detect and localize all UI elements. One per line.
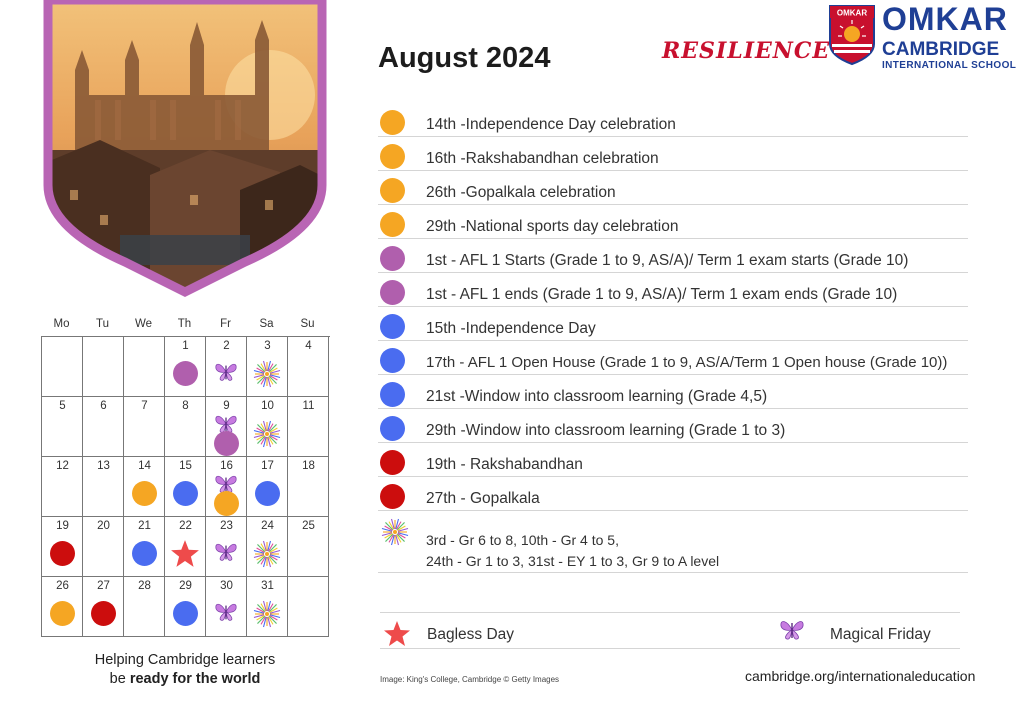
event-item [378, 174, 968, 205]
calendar-day-number: 18 [302, 460, 315, 472]
calendar-day-cell [247, 517, 288, 577]
blue-circle-icon [380, 382, 405, 407]
event-text-line2: 24th - Gr 1 to 3, 31st - EY 1 to 3, Gr 9 to A level [426, 553, 720, 569]
firework-icon [253, 600, 281, 633]
star-icon [170, 539, 200, 574]
calendar-day-cell [124, 517, 165, 577]
orange-circle-icon [132, 481, 157, 506]
tagline-bold: ready for the world [129, 671, 261, 687]
event-item [378, 480, 968, 511]
calendar-day-cell [42, 457, 83, 517]
event-text: 1st - AFL 1 Starts (Grade 1 to 9, AS/A)/ Term 1 exam starts (Grade 10) [426, 252, 909, 269]
calendar-day-number: 7 [141, 400, 148, 412]
calendar-day-cell [83, 337, 124, 397]
blue-circle-icon [380, 416, 405, 441]
event-item [378, 514, 968, 573]
event-text: 21st -Window into classroom learning (Grade 4,5) [426, 388, 768, 405]
legend [383, 620, 963, 650]
calendar-day-number: 13 [97, 460, 110, 472]
calendar-day-cell [83, 397, 124, 457]
event-item [378, 344, 968, 375]
event-item [378, 276, 968, 307]
calendar-day-number: 27 [97, 580, 110, 592]
butterfly-icon [779, 618, 805, 647]
calendar-day-number: 6 [100, 400, 107, 412]
purple-circle-icon [214, 431, 239, 456]
event-item [378, 310, 968, 341]
calendar-day-number: 1 [182, 340, 189, 352]
motto-text: RESILIENCE [662, 38, 831, 64]
orange-circle-icon [380, 178, 405, 203]
event-text: 19th - Rakshabandhan [426, 456, 583, 473]
calendar-day-cell [288, 577, 329, 637]
calendar-day-number: 16 [220, 460, 233, 472]
blue-circle-icon [173, 601, 198, 626]
calendar-day-number: 4 [305, 340, 312, 352]
calendar-day-cell [165, 337, 206, 397]
event-item [378, 412, 968, 443]
weekday-header: Sa [259, 318, 274, 330]
tagline-prefix: be [109, 671, 130, 687]
orange-circle-icon [380, 110, 405, 135]
event-text-line1: 3rd - Gr 6 to 8, 10th - Gr 4 to 5, [426, 532, 619, 548]
calendar-day-number: 24 [261, 520, 274, 532]
calendar-day-number: 8 [182, 400, 189, 412]
weekday-header: Su [300, 318, 315, 330]
tagline [40, 651, 330, 689]
calendar-grid [41, 336, 330, 637]
calendar-day-number: 5 [59, 400, 66, 412]
event-text: 27th - Gopalkala [426, 490, 540, 507]
blue-circle-icon [132, 541, 157, 566]
logo-line-omkar: OMKAR [882, 1, 1008, 37]
red-circle-icon [380, 450, 405, 475]
logo-line-cambridge: CAMBRIDGE [882, 39, 1000, 60]
kings-college-photo [40, 0, 330, 302]
calendar-day-cell [42, 337, 83, 397]
orange-circle-icon [380, 212, 405, 237]
calendar-day-cell [288, 517, 329, 577]
calendar-day-cell [165, 397, 206, 457]
calendar-day-number: 15 [179, 460, 192, 472]
magical-friday-label: Magical Friday [830, 626, 931, 643]
month-title: August 2024 [378, 42, 551, 74]
calendar-day-number: 10 [261, 400, 274, 412]
school-crest-icon [828, 4, 876, 66]
red-circle-icon [50, 541, 75, 566]
firework-icon [253, 360, 281, 393]
event-text: 26th -Gopalkala celebration [426, 184, 616, 201]
calendar-day-number: 17 [261, 460, 274, 472]
calendar-day-cell [206, 457, 247, 517]
weekday-header: Tu [96, 318, 109, 330]
calendar-day-number: 3 [264, 340, 271, 352]
calendar-day-number: 28 [138, 580, 151, 592]
butterfly-icon [214, 541, 238, 568]
calendar-day-number: 20 [97, 520, 110, 532]
divider [380, 612, 960, 613]
red-circle-icon [380, 484, 405, 509]
calendar-day-cell [247, 457, 288, 517]
tagline-line1: Helping Cambridge learners [94, 652, 276, 668]
firework-icon [253, 540, 281, 573]
calendar-day-number: 11 [302, 400, 315, 412]
firework-icon [253, 420, 281, 453]
purple-circle-icon [380, 246, 405, 271]
weekday-header: We [134, 318, 153, 330]
event-item [378, 208, 968, 239]
blue-circle-icon [380, 348, 405, 373]
orange-circle-icon [214, 491, 239, 516]
calendar-day-cell [247, 577, 288, 637]
calendar-day-number: 21 [138, 520, 151, 532]
tagline-line2 [40, 670, 330, 689]
calendar-day-cell [42, 397, 83, 457]
event-text: 16th -Rakshabandhan celebration [426, 150, 659, 167]
butterfly-icon [214, 361, 238, 388]
butterfly-icon [214, 601, 238, 628]
event-item [378, 140, 968, 171]
calendar-day-cell [42, 517, 83, 577]
calendar-day-cell [124, 337, 165, 397]
calendar-day-number: 22 [179, 520, 192, 532]
firework-icon [381, 518, 409, 546]
calendar-day-cell [288, 457, 329, 517]
calendar-day-number: 26 [56, 580, 69, 592]
calendar-day-cell [165, 457, 206, 517]
calendar-day-number: 2 [223, 340, 230, 352]
event-text: 17th - AFL 1 Open House (Grade 1 to 9, AS/A/Term 1 Open house (Grade 10)) [426, 354, 948, 371]
calendar-day-cell [288, 337, 329, 397]
orange-circle-icon [380, 144, 405, 169]
red-circle-icon [91, 601, 116, 626]
calendar-day-number: 29 [179, 580, 192, 592]
calendar-day-cell [42, 577, 83, 637]
blue-circle-icon [380, 314, 405, 339]
event-item [378, 106, 968, 137]
calendar-day-cell [247, 397, 288, 457]
calendar-day-cell [165, 577, 206, 637]
calendar-day-cell [83, 577, 124, 637]
calendar-day-number: 19 [56, 520, 69, 532]
calendar-day-cell [206, 397, 247, 457]
calendar-day-number: 12 [56, 460, 69, 472]
calendar-day-cell [124, 397, 165, 457]
event-text: 29th -Window into classroom learning (Grade 1 to 3) [426, 422, 786, 439]
crest-text: OMKAR [836, 8, 868, 18]
calendar-day-cell [83, 457, 124, 517]
event-item [378, 378, 968, 409]
event-multiline-text [426, 530, 719, 572]
calendar-day-cell [206, 517, 247, 577]
divider [380, 648, 960, 649]
weekday-header: Th [177, 318, 192, 330]
image-credit: Image: King's College, Cambridge © Getty Images [380, 675, 560, 684]
calendar-day-number: 31 [261, 580, 274, 592]
events-list [378, 106, 978, 576]
event-text: 29th -National sports day celebration [426, 218, 679, 235]
calendar-day-cell [288, 397, 329, 457]
calendar-day-cell [206, 577, 247, 637]
blue-circle-icon [173, 481, 198, 506]
calendar-day-number: 14 [138, 460, 151, 472]
weekday-header: Mo [53, 318, 70, 330]
calendar-day-number: 30 [220, 580, 233, 592]
website-link[interactable]: cambridge.org/internationaleducation [745, 668, 976, 684]
event-text: 15th -Independence Day [426, 320, 596, 337]
calendar-day-number: 23 [220, 520, 233, 532]
blue-circle-icon [255, 481, 280, 506]
calendar-day-cell [83, 517, 124, 577]
calendar-day-cell [124, 577, 165, 637]
calendar-day-cell [247, 337, 288, 397]
logo-line-international-school: INTERNATIONAL SCHOOL [882, 60, 1017, 71]
calendar-day-cell [206, 337, 247, 397]
calendar-day-cell [165, 517, 206, 577]
calendar-day-number: 25 [302, 520, 315, 532]
weekday-header: Fr [220, 318, 231, 330]
bagless-day-label: Bagless Day [427, 626, 515, 643]
event-item [378, 242, 968, 273]
calendar-day-number: 9 [223, 400, 230, 412]
purple-circle-icon [380, 280, 405, 305]
event-text: 1st - AFL 1 ends (Grade 1 to 9, AS/A)/ Term 1 exam ends (Grade 10) [426, 286, 898, 303]
school-logo [828, 1, 1022, 71]
event-item [378, 446, 968, 477]
orange-circle-icon [50, 601, 75, 626]
event-text: 14th -Independence Day celebration [426, 116, 676, 133]
calendar-day-cell [124, 457, 165, 517]
purple-circle-icon [173, 361, 198, 386]
